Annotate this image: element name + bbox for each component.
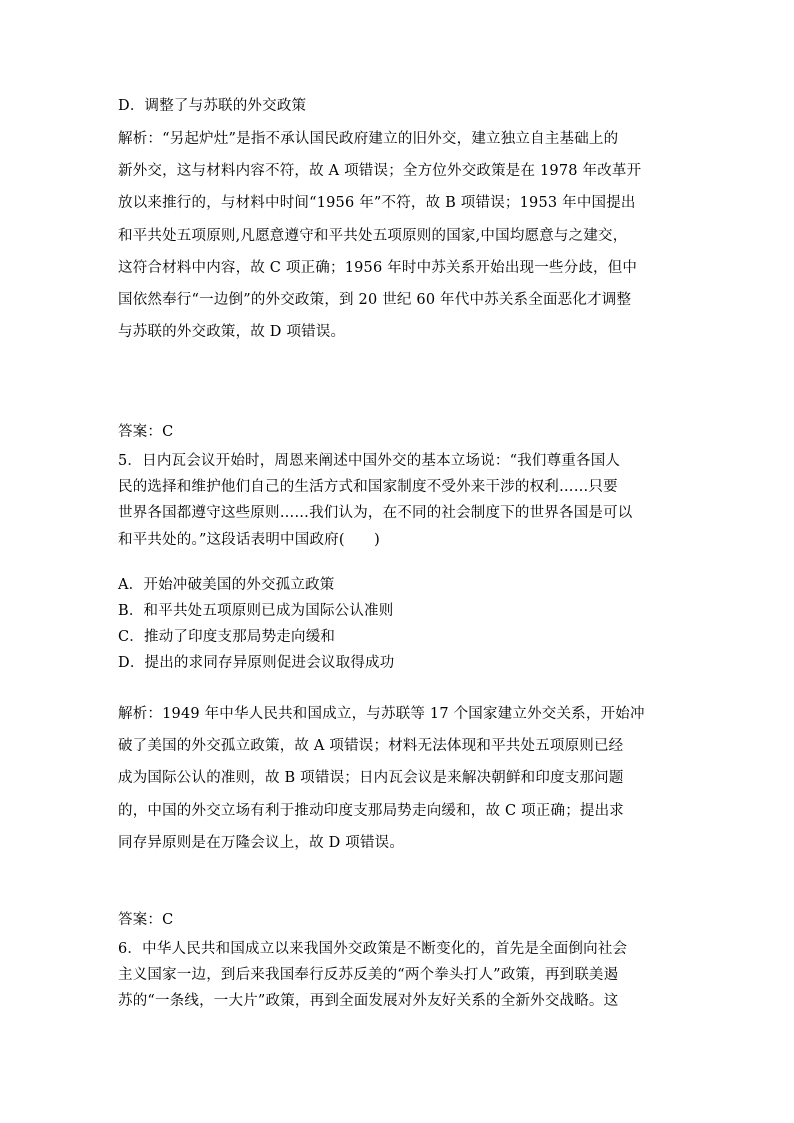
q5-option-a: A．开始冲破美国的外交孤立政策 bbox=[118, 577, 335, 593]
q5-stem-line: 世界各国都遵守这些原则……我们认为，在不同的社会制度下的世界各国是可以 bbox=[118, 505, 633, 522]
q4-answer-text: 答案：C bbox=[118, 424, 174, 440]
q5-stem-line: 民的选择和维护他们自己的生活方式和国家制度不受外来干涉的权利……只要 bbox=[118, 479, 618, 496]
q4-option-d bbox=[118, 93, 678, 119]
q4-analysis-line: 新外交，这与材料内容不符，故 A 项错误；全方位外交政策是在 1978 年改革开 bbox=[118, 163, 642, 180]
q4-analysis-line: 国依然奉行“一边倒”的外交政策，到 20 世纪 60 年代中苏关系全面恶化才调整 bbox=[118, 292, 632, 309]
q5-option-d: D．提出的求同存异原则促进会议取得成功 bbox=[118, 655, 395, 671]
q5-analysis bbox=[118, 698, 678, 859]
q4-analysis-line: 和平共处五项原则,凡愿意遵守和平共处五项原则的国家,中国均愿意与之建交， bbox=[118, 227, 628, 244]
q5-stem bbox=[118, 448, 678, 553]
q4-analysis-line: 这符合材料中内容，故 C 项正确；1956 年时中苏关系开始出现一些分歧，但中 bbox=[118, 259, 638, 276]
q4-analysis bbox=[118, 123, 678, 348]
q5-answer bbox=[118, 908, 678, 932]
q6-stem-line: 苏的“一条线，一大片”政策，再到全面发展对外友好关系的全新外交战略。这 bbox=[118, 993, 619, 1010]
q4-analysis-line: 放以来推行的，与材料中时间“1956 年”不符，故 B 项错误；1953 年中国提出 bbox=[118, 195, 636, 212]
q6-stem-line: 6．中华人民共和国成立以来我国外交政策是不断变化的，首先是全面倒向社会 bbox=[118, 941, 628, 957]
q5-analysis-line: 同存异原则是在万隆会议上，故 D 项错误。 bbox=[118, 834, 405, 851]
q6-stem bbox=[118, 936, 678, 1015]
q5-answer-text: 答案：C bbox=[118, 912, 174, 928]
q4-answer bbox=[118, 420, 678, 444]
q5-option-b: B．和平共处五项原则已成为国际公认准则 bbox=[118, 603, 394, 619]
q4-analysis-line: 解析：“另起炉灶”是指不承认国民政府建立的旧外交，建立独立自主基础上的 bbox=[118, 131, 619, 147]
q4-analysis-line: 与苏联的外交政策，故 D 项错误。 bbox=[118, 324, 346, 341]
q5-analysis-line: 破了美国的外交孤立政策，故 A 项错误；材料无法体现和平共处五项原则已经 bbox=[118, 738, 624, 755]
q5-analysis-line: 的，中国的外交立场有利于推动印度支那局势走向缓和，故 C 项正确；提出求 bbox=[118, 802, 625, 819]
q5-option-c: C．推动了印度支那局势走向缓和 bbox=[118, 629, 336, 645]
q5-stem-line: 和平共处的。”这段话表明中国政府( ) bbox=[118, 531, 380, 548]
q6-stem-line: 主义国家一边，到后来我国奉行反苏反美的“两个拳头打人”政策，再到联美遏 bbox=[118, 967, 619, 984]
q5-options bbox=[118, 572, 678, 676]
q5-stem-line: 5．日内瓦会议开始时，周恩来阐述中国外交的基本立场说：“我们尊重各国人 bbox=[118, 453, 621, 469]
q5-analysis-line: 解析：1949 年中华人民共和国成立，与苏联等 17 个国家建立外交关系，开始冲 bbox=[118, 706, 645, 722]
q4-option-d-text: D．调整了与苏联的外交政策 bbox=[118, 98, 307, 114]
q5-analysis-line: 成为国际公认的准则，故 B 项错误；日内瓦会议是来解决朝鲜和印度支那问题 bbox=[118, 770, 624, 787]
